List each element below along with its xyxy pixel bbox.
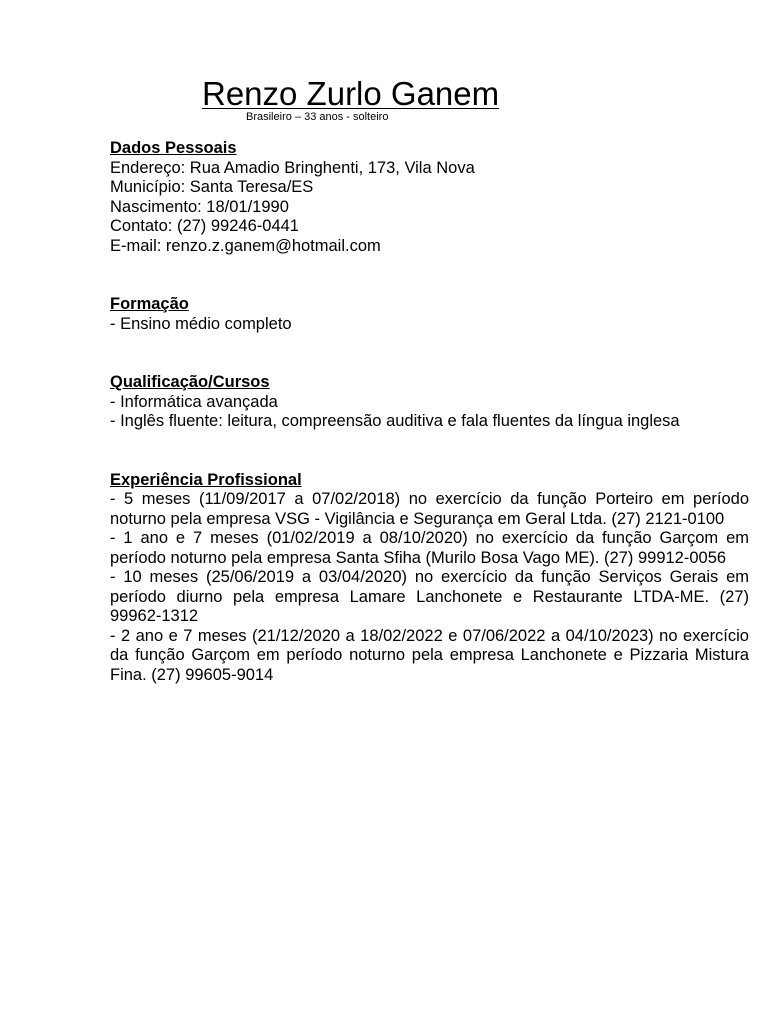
section-title-experiencia: Experiência Profissional xyxy=(110,470,302,489)
section-title-formacao: Formação xyxy=(110,295,189,313)
resume-body xyxy=(110,139,749,685)
birth-line: Nascimento: 18/01/1990 xyxy=(110,197,289,216)
section-title-dados-pessoais: Dados Pessoais xyxy=(110,139,237,157)
experience-item: - 2 ano e 7 meses (21/12/2020 a 18/02/2022 e 07/06/2022 a 04/10/2023) no exercício da função Garçom em período noturno pela empresa Lanchonete e Pizzaria Mistura Fina. (27) 99605-9014 xyxy=(110,626,749,684)
experience-item: - 10 meses (25/06/2019 a 03/04/2020) no exercício da função Serviços Gerais em período diurno pela empresa Lamare Lanchonete e Restaurante LTDA-ME. (27) 99962-1312 xyxy=(110,568,749,625)
address-line: Endereço: Rua Amadio Bringhenti, 173, Vila Nova xyxy=(110,158,475,177)
qualificacao-item: - Informática avançada xyxy=(110,392,278,411)
section-spacer xyxy=(110,432,749,471)
section-dados-pessoais xyxy=(110,139,749,256)
experience-item: - 1 ano e 7 meses (01/02/2019 a 08/10/2020) no exercício da função Garçom em período noturno pela empresa Santa Sfiha (Murilo Bosa Vago ME). (27) 99912-0056 xyxy=(110,529,749,567)
qualificacao-item: - Inglês fluente: leitura, compreensão auditiva e fala fluentes da língua inglesa xyxy=(110,412,680,430)
city-line: Município: Santa Teresa/ES xyxy=(110,178,314,196)
section-qualificacao xyxy=(110,373,749,432)
section-title-qualificacao: Qualificação/Cursos xyxy=(110,373,270,391)
experience-item: - 5 meses (11/09/2017 a 07/02/2018) no exercício da função Porteiro em período noturno pela empresa VSG - Vigilância e Segurança em Geral Ltda. (27) 2121-0100 xyxy=(110,490,749,528)
section-spacer xyxy=(110,334,749,373)
resume-subtitle: Brasileiro – 33 anos - solteiro xyxy=(246,111,389,123)
resume-name: Renzo Zurlo Ganem xyxy=(202,75,500,112)
formacao-item: - Ensino médio completo xyxy=(110,314,292,333)
email-line: E-mail: renzo.z.ganem@hotmail.com xyxy=(110,236,381,255)
section-spacer xyxy=(110,256,749,295)
phone-line: Contato: (27) 99246-0441 xyxy=(110,217,299,235)
section-formacao xyxy=(110,295,749,334)
section-experiencia xyxy=(110,471,749,686)
